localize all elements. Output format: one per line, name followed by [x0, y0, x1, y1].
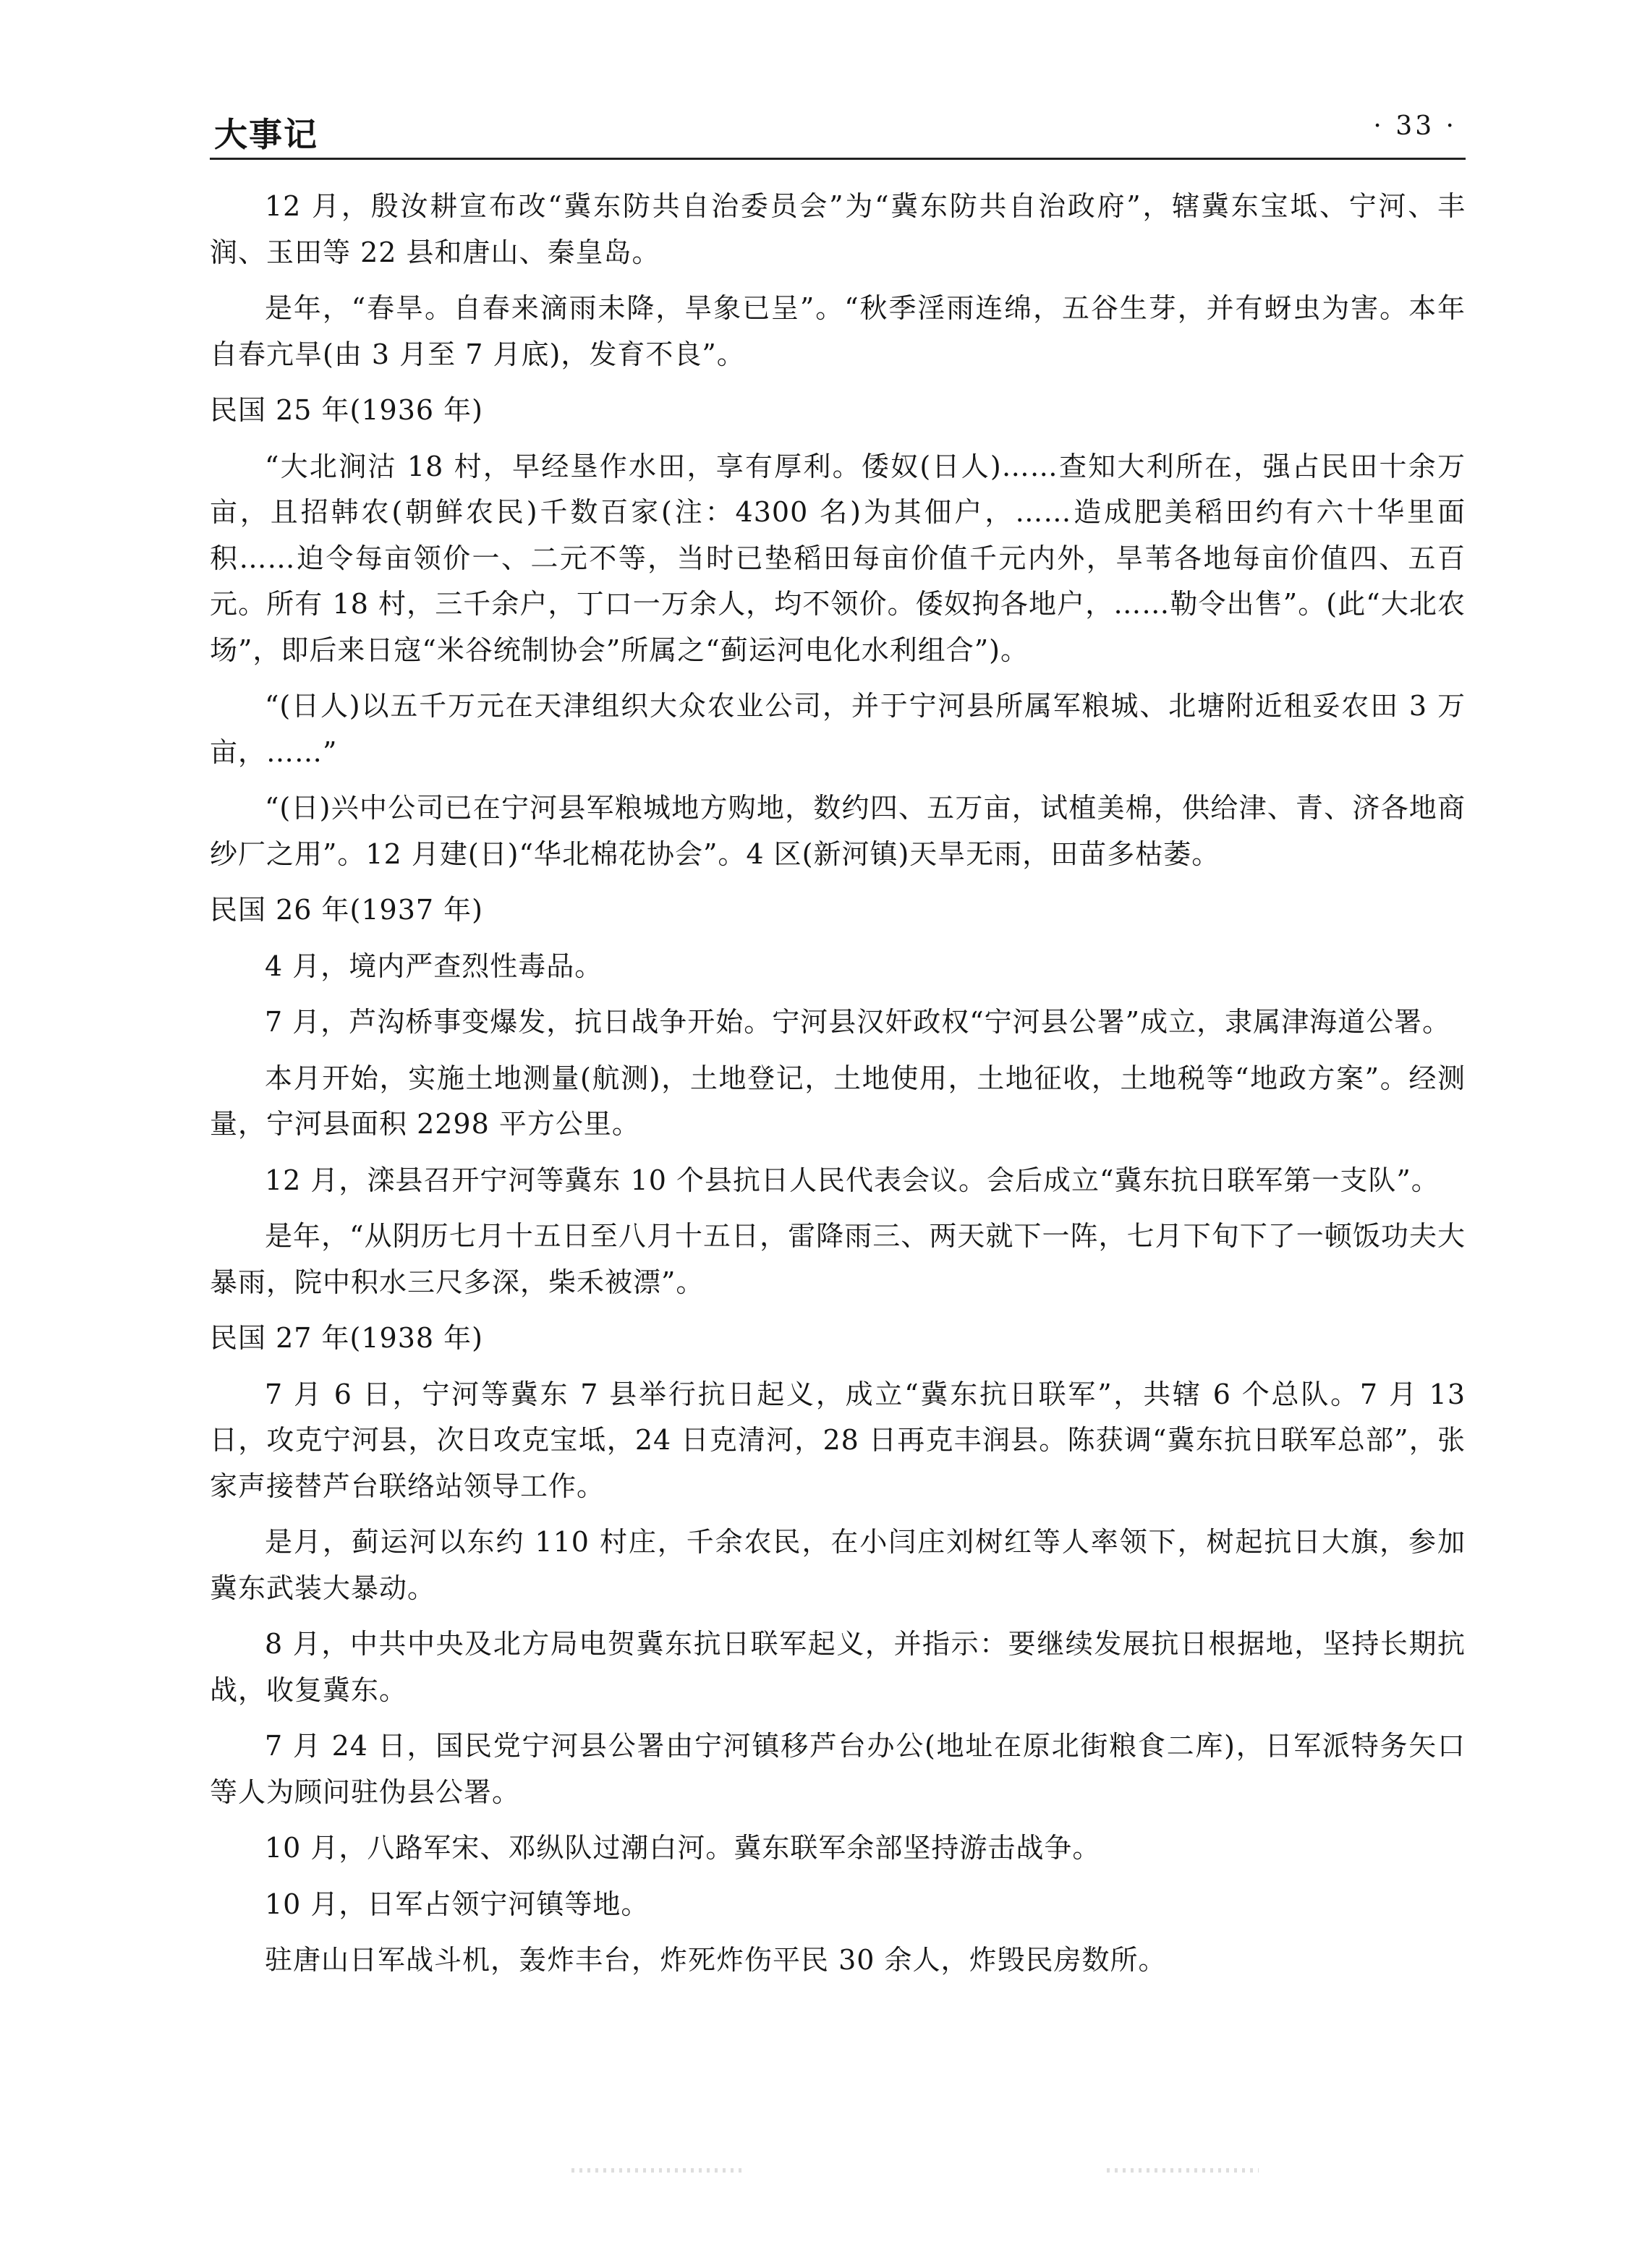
header-rule [210, 158, 1466, 160]
chronicle-entry: “(日)兴中公司已在宁河县军粮城地方购地，数约四、五万亩，试植美棉，供给津、青、济各地商纱厂之用”。12 月建(日)“华北棉花协会”。4 区(新河镇)天旱无雨，田苗多枯萎。 [210, 792, 1466, 870]
year-heading: 民国 25 年(1936 年) [210, 394, 483, 426]
chronicle-entry: 12 月，殷汝耕宣布改“冀东防共自治委员会”为“冀东防共自治政府”，辖冀东宝坻、宁河、丰润、玉田等 22 县和唐山、秦皇岛。 [210, 190, 1466, 268]
chronicle-entry: 4 月，境内严查烈性毒品。 [265, 950, 603, 982]
chronicle-entry: 是年，“从阴历七月十五日至八月十五日，雷降雨三、两天就下一阵，七月下旬下了一顿饭功夫大暴雨，院中积水三尺多深，柴禾被漂”。 [210, 1220, 1466, 1298]
chronicle-entry: 12 月，滦县召开宁河等冀东 10 个县抗日人民代表会议。会后成立“冀东抗日联军第一支队”。 [265, 1164, 1440, 1196]
year-heading: 民国 27 年(1938 年) [210, 1322, 483, 1354]
chronicle-entry: “(日人)以五千万元在天津组织大众农业公司，并于宁河县所属军粮城、北塘附近租妥农田 3 万亩，……” [210, 690, 1466, 768]
chronicle-entry: 10 月，八路军宋、邓纵队过潮白河。冀东联军余部坚持游击战争。 [265, 1832, 1101, 1864]
section-title: 大事记 [214, 115, 318, 154]
chronicle-entry: 8 月，中共中央及北方局电贺冀东抗日联军起义，并指示：要继续发展抗日根据地，坚持长期抗战，收复冀东。 [210, 1628, 1466, 1706]
chronicle-entry: 7 月 24 日，国民党宁河县公署由宁河镇移芦台办公(地址在原北街粮食二库)，日军派特务矢口等人为顾问驻伪县公署。 [210, 1730, 1466, 1808]
scan-noise-left [571, 2168, 745, 2173]
year-heading: 民国 26 年(1937 年) [210, 894, 483, 926]
chronicle-entry: 10 月，日军占领宁河镇等地。 [265, 1888, 650, 1920]
chronicle-entry: 是年，“春旱。自春来滴雨未降，旱象已呈”。“秋季淫雨连绵，五谷生芽，并有蚜虫为害。本年自春亢旱(由 3 月至 7 月底)，发育不良”。 [210, 292, 1466, 370]
chronicle-entry: 7 月 6 日，宁河等冀东 7 县举行抗日起义，成立“冀东抗日联军”，共辖 6 个总队。7 月 13 日，攻克宁河县，次日攻克宝坻，24 日克清河，28 日再克丰润县。陈获调“冀东抗日联军总部”，张家声接替芦台联络站领导工作。 [210, 1378, 1466, 1502]
chronicle-entry: 驻唐山日军战斗机，轰炸丰台，炸死炸伤平民 30 余人，炸毁民房数所。 [265, 1944, 1167, 1976]
chronicle-entry: 是月，蓟运河以东约 110 村庄，千余农民，在小闫庄刘树红等人率领下，树起抗日大旗，参加冀东武装大暴动。 [210, 1526, 1466, 1604]
page-header [210, 108, 1466, 156]
chronicle-entry: 本月开始，实施土地测量(航测)，土地登记，土地使用，土地征收，土地税等“地政方案”。经测量，宁河县面积 2298 平方公里。 [210, 1062, 1466, 1140]
chronicle-entry: “大北涧沽 18 村，早经垦作水田，享有厚利。倭奴(日人)……查知大利所在，强占民田十余万亩，且招韩农(朝鲜农民)千数百家(注：4300 名)为其佃户，……造成肥美稻田约有六十华里面积……迫令每亩领价一、二元不等，当时已垫稻田每亩价值千元内外，旱苇各地每亩价值四、五百元。所有 18 村，三千余户，丁口一万余人，均不领价。倭奴拘各地户，……勒令出售”。(此“大北农场”，即后来日寇“米谷统制协会”所属之“蓟运河电化水利组合”)。 [210, 450, 1466, 666]
chronicle-body [210, 184, 1466, 1994]
page-number: · 33 · [1373, 111, 1457, 141]
scan-noise-right [1107, 2168, 1259, 2173]
chronicle-entry: 7 月，芦沟桥事变爆发，抗日战争开始。宁河县汉奸政权“宁河县公署”成立，隶属津海道公署。 [265, 1006, 1451, 1038]
